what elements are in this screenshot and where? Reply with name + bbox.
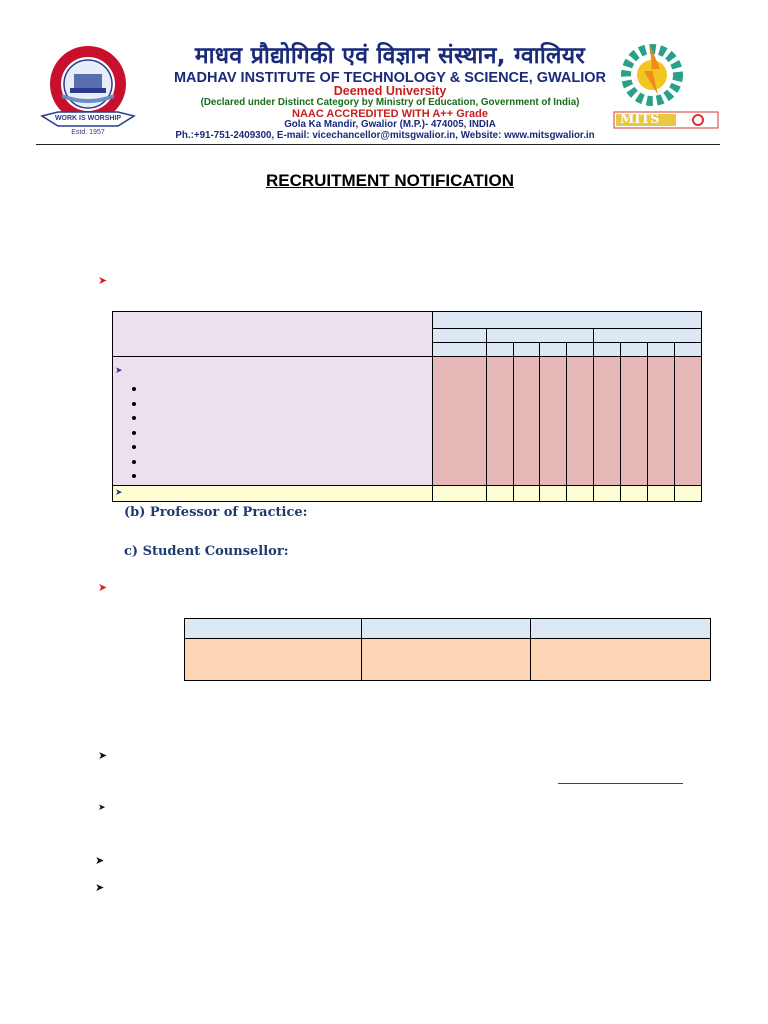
table-cell bbox=[540, 486, 567, 502]
table-cell bbox=[675, 343, 702, 357]
institute-seal-logo bbox=[40, 42, 136, 142]
table-row bbox=[113, 312, 702, 329]
table-cell bbox=[648, 343, 675, 357]
table-row bbox=[185, 639, 711, 681]
institute-name-english: MADHAV INSTITUTE OF TECHNOLOGY & SCIENCE, GWALIOR bbox=[173, 70, 607, 86]
seal-estd-text: Estd. 1957 bbox=[71, 129, 105, 136]
table-cell bbox=[113, 312, 433, 357]
table-cell bbox=[185, 639, 362, 681]
table-cell bbox=[113, 357, 433, 486]
page-title: RECRUITMENT NOTIFICATION bbox=[265, 171, 515, 190]
table-cell bbox=[514, 486, 540, 502]
table-cell bbox=[594, 343, 621, 357]
table-cell bbox=[675, 486, 702, 502]
table-cell bbox=[487, 357, 514, 486]
table-cell bbox=[531, 639, 711, 681]
website-link-underline[interactable] bbox=[558, 783, 683, 784]
table-cell bbox=[433, 357, 487, 486]
table-cell bbox=[648, 486, 675, 502]
institute-name-hindi: माधव प्रौद्योगिकी एवं विज्ञान संस्थान, ग्वालियर bbox=[194, 43, 586, 69]
table-cell bbox=[487, 343, 514, 357]
table-cell bbox=[594, 486, 621, 502]
table-cell bbox=[621, 357, 648, 486]
table-cell bbox=[621, 486, 648, 502]
table-row bbox=[185, 619, 711, 639]
mits-logo-label: MITS bbox=[620, 112, 660, 127]
table-cell bbox=[675, 357, 702, 486]
arrow-bullet-icon: ➤ bbox=[98, 802, 106, 812]
deemed-university-label: Deemed University bbox=[333, 84, 447, 98]
table-cell bbox=[433, 343, 487, 357]
counsellor-table bbox=[184, 618, 711, 681]
seal-ribbon-text: WORK IS WORSHIP bbox=[54, 115, 122, 122]
naac-accreditation: NAAC ACCREDITED WITH A++ Grade bbox=[292, 108, 488, 120]
table-cell bbox=[540, 357, 567, 486]
table-cell bbox=[487, 486, 514, 502]
vacancy-table bbox=[112, 311, 702, 502]
table-cell bbox=[514, 357, 540, 486]
table-cell bbox=[362, 619, 531, 639]
dot-bullet-icon bbox=[113, 396, 432, 411]
dot-bullet-icon bbox=[113, 439, 432, 454]
table-cell bbox=[648, 357, 675, 486]
table-cell bbox=[362, 639, 531, 681]
table-cell bbox=[433, 329, 487, 343]
table-cell bbox=[185, 619, 362, 639]
dot-bullet-icon bbox=[113, 425, 432, 440]
table-cell bbox=[567, 486, 594, 502]
dot-bullet-icon bbox=[113, 381, 432, 396]
table-cell bbox=[113, 486, 433, 502]
table-cell bbox=[567, 357, 594, 486]
table-cell bbox=[487, 329, 594, 343]
arrow-bullet-icon: ➤ bbox=[115, 487, 123, 497]
institute-address: Gola Ka Mandir, Gwalior (M.P.)- 474005, INDIA bbox=[284, 119, 496, 130]
table-cell bbox=[594, 329, 702, 343]
arrow-bullet-icon: ➤ bbox=[98, 582, 108, 594]
arrow-bullet-icon: ➤ bbox=[98, 275, 108, 287]
mits-logo bbox=[612, 40, 720, 130]
section-c-heading: c) Student Counsellor: bbox=[124, 544, 289, 559]
table-row bbox=[113, 357, 702, 486]
table-cell bbox=[621, 343, 648, 357]
header-divider bbox=[36, 144, 720, 145]
dot-bullet-icon bbox=[113, 468, 432, 484]
table-cell bbox=[514, 343, 540, 357]
declared-status: (Declared under Distinct Category by Ministry of Education, Government of India) bbox=[200, 97, 580, 108]
arrow-bullet-icon: ➤ bbox=[95, 882, 105, 894]
table-cell bbox=[531, 619, 711, 639]
arrow-bullet-icon: ➤ bbox=[115, 365, 123, 375]
institute-contact: Ph.:+91-751-2409300, E-mail: vicechancellor@mitsgwalior.in, Website: www.mitsgwalior.in bbox=[175, 130, 595, 141]
arrow-bullet-icon: ➤ bbox=[98, 750, 108, 762]
table-cell bbox=[433, 312, 702, 329]
table-cell bbox=[540, 343, 567, 357]
dot-bullet-icon bbox=[113, 410, 432, 425]
table-cell bbox=[567, 343, 594, 357]
table-cell bbox=[594, 357, 621, 486]
section-b-heading: (b) Professor of Practice: bbox=[124, 505, 308, 520]
table-cell bbox=[433, 486, 487, 502]
dot-bullet-icon bbox=[113, 454, 432, 469]
dot-bullet-list bbox=[113, 381, 432, 484]
table-row bbox=[113, 486, 702, 502]
arrow-bullet-icon: ➤ bbox=[95, 855, 105, 867]
